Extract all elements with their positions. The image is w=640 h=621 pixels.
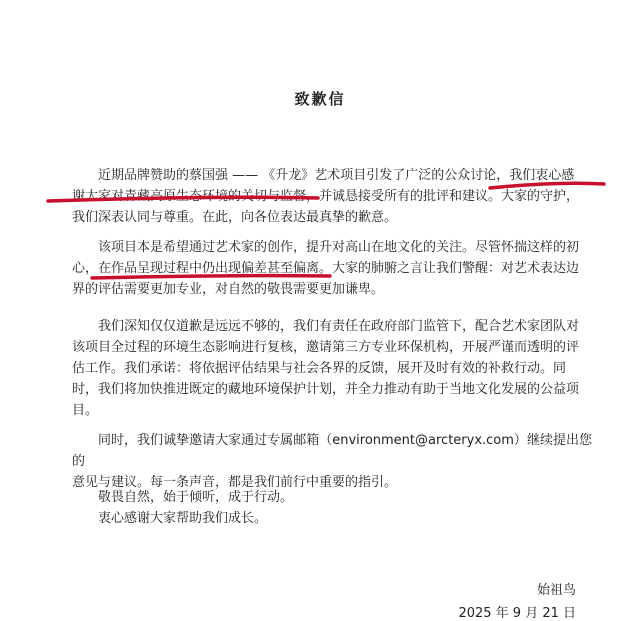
paragraph-2-line-3: 界的评估需要更加专业，对自然的敬畏需要更加谦卑。 bbox=[72, 282, 385, 297]
paragraph-4-line-1: 同时，我们诚挚邀请大家通过专属邮箱（environment@arcteryx.com）继续提出您的 bbox=[72, 433, 592, 469]
paragraph-2-line-1: 该项目本是希望通过艺术家的创作，提升对高山在地文化的关注。尽管怀揣这样的初 bbox=[98, 240, 580, 255]
paragraph-3-line-2: 该项目全过程的环境生态影响进行复核，邀请第三方专业环保机构，开展严谨而透明的评 bbox=[72, 340, 580, 355]
paragraph-5-line-2: 衷心感谢大家帮助我们成长。 bbox=[98, 511, 268, 526]
paragraph-2 bbox=[72, 237, 592, 300]
signature: 始祖鸟 bbox=[536, 583, 576, 598]
date: 2025 年 9 月 21 日 bbox=[458, 606, 576, 621]
paragraph-5 bbox=[72, 487, 592, 529]
paragraph-3-line-1: 我们深知仅仅道歉是远远不够的，我们有责任在政府部门监管下，配合艺术家团队对 bbox=[98, 319, 580, 334]
paragraph-4 bbox=[72, 430, 592, 493]
paragraph-5-line-1: 敬畏自然，始于倾听，成于行动。 bbox=[98, 490, 294, 505]
paragraph-3 bbox=[72, 316, 592, 421]
paragraph-2-line-2: 心，在作品呈现过程中仍出现偏差甚至偏离。大家的肺腑之言让我们警醒：对艺术表达边 bbox=[72, 261, 580, 276]
paragraph-1-line-2: 谢大家对青藏高原生态环境的关切与监督，并诚恳接受所有的批评和建议。大家的守护， bbox=[72, 189, 580, 204]
paragraph-4-line-2: 意见与建议。每一条声音，都是我们前行中重要的指引。 bbox=[72, 475, 398, 490]
paragraph-1 bbox=[72, 165, 592, 228]
page-title: 致歉信 bbox=[294, 90, 346, 108]
paragraph-1-line-3: 我们深表认同与尊重。在此，向各位表达最真挚的歉意。 bbox=[72, 210, 398, 225]
paragraph-3-line-5: 目。 bbox=[72, 403, 99, 418]
paragraph-3-line-3: 估工作。我们承诺：将依据评估结果与社会各界的反馈，展开及时有效的补救行动。同 bbox=[72, 361, 567, 376]
paragraph-1-line-1: 近期品牌赞助的蔡国强 —— 《升龙》艺术项目引发了广泛的公众讨论，我们衷心感 bbox=[98, 168, 575, 183]
paragraph-3-line-4: 时，我们将加快推进既定的藏地环境保护计划，并全力推动有助于当地文化发展的公益项 bbox=[72, 382, 580, 397]
